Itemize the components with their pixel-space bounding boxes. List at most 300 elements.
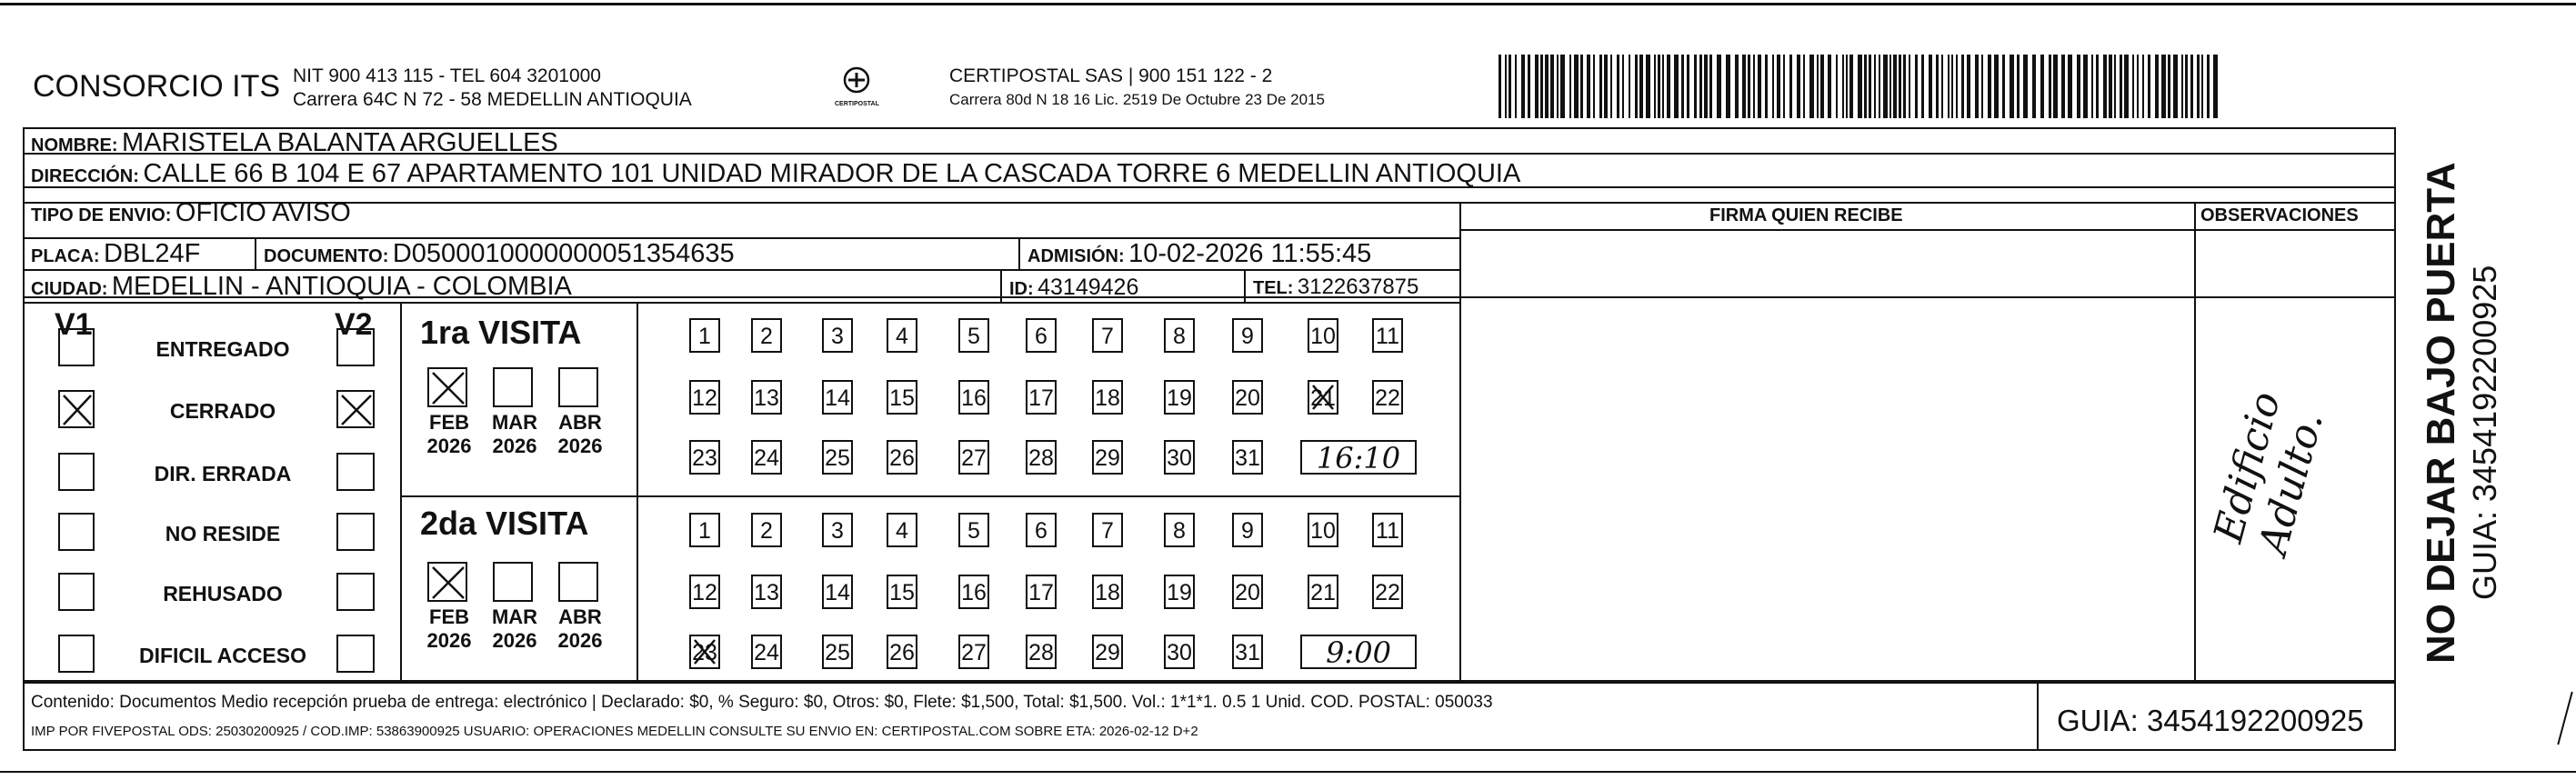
day-number: 9 [1241,518,1254,544]
day-number: 14 [825,580,850,605]
col-header-line [1459,229,2396,231]
month-name: FEB [429,411,469,434]
day-number: 23 [692,445,717,471]
day-number: 29 [1095,445,1120,471]
day-box[interactable] [751,318,782,353]
barcode-bar [1639,55,1643,118]
day-box[interactable] [1308,575,1338,609]
month-checkbox[interactable] [493,562,533,602]
barcode-bar [2155,55,2159,118]
day-box[interactable] [1026,575,1057,609]
tipo-label: TIPO DE ENVIO: [31,205,172,225]
day-number: 30 [1167,445,1192,471]
company-nit: NIT 900 413 115 - TEL 604 3201000 [293,65,601,86]
barcode-bar [2142,55,2144,118]
barcode-bar [1699,55,1702,118]
day-number: 13 [754,385,779,411]
day-number: 29 [1095,640,1120,665]
x-mark-icon [429,564,467,602]
barcode-bar [2185,55,2188,118]
barcode-bar [2148,55,2150,118]
barcode-bar [1574,55,1579,118]
month-checkbox[interactable] [558,367,598,407]
day-number: 30 [1167,640,1192,665]
visit-divider [400,495,1459,497]
nombre-label: NOMBRE: [31,135,118,155]
day-box[interactable] [1026,513,1057,547]
day-box[interactable] [887,635,917,669]
month-year: 2026 [557,629,603,652]
day-number: 18 [1095,385,1120,411]
day-box[interactable] [689,440,720,475]
barcode-bar [1610,55,1612,118]
day-number: 11 [1376,324,1399,349]
barcode-bar [1509,55,1511,118]
barcode-bar [2207,55,2210,118]
barcode-bar [2077,55,2080,118]
barcode-bar [2010,55,2014,118]
v1-checkbox[interactable] [58,635,95,673]
day-box[interactable] [1232,440,1263,475]
day-box[interactable] [1164,635,1195,669]
barcode-bar [1909,55,1910,118]
footer-divider [2037,682,2039,751]
day-box[interactable] [822,635,853,669]
barcode-bar [1820,55,1824,118]
barcode-bar [1604,55,1608,118]
v1-checkbox[interactable] [58,513,95,551]
day-box[interactable] [1092,318,1123,353]
barcode-bar [2161,55,2166,118]
barcode-bar [1936,55,1939,118]
day-box[interactable] [1372,318,1403,353]
visit1-title: 1ra VISITA [420,314,582,351]
admision-label: ADMISIÓN: [1027,246,1125,266]
v1-checkbox[interactable] [58,453,95,491]
month-label [420,605,478,653]
bottom-edge-line [0,771,2576,773]
month-year: 2026 [426,435,472,457]
day-box[interactable] [887,380,917,415]
day-box[interactable] [689,635,720,669]
barcode-bar [1849,55,1853,118]
barcode-bar [1753,55,1755,118]
barcode-bar [1899,55,1901,118]
barcode-bar [1550,55,1554,118]
day-box[interactable] [887,513,917,547]
day-number: 28 [1028,640,1054,665]
day-box[interactable] [1164,575,1195,609]
visit-time: 9:00 [1326,635,1391,670]
day-box[interactable] [689,380,720,415]
status-label: NO RESIDE [165,522,281,545]
day-box[interactable] [1092,635,1123,669]
barcode-bar [1903,55,1906,118]
day-box[interactable] [822,575,853,609]
barcode-bar [2173,55,2178,118]
day-number: 3 [831,324,844,349]
day-number: 9 [1241,324,1254,349]
tipo-value: OFICIO AVISO [175,198,351,227]
barcode-bar [2017,55,2020,118]
admision-value: 10-02-2026 11:55:45 [1128,239,1372,268]
barcode-bar [1864,55,1867,118]
day-number: 17 [1028,385,1054,411]
v1-checkbox[interactable] [58,390,95,428]
day-box[interactable] [1372,513,1403,547]
barcode-bar [1658,55,1660,118]
ciudad-label: CIUDAD: [31,279,108,299]
day-box[interactable] [1232,513,1263,547]
barcode-bar [1515,55,1517,118]
courier-name: CERTIPOSTAL SAS | 900 151 122 - 2 [949,65,1273,86]
day-box[interactable] [958,635,989,669]
barcode-bar [1951,55,1953,118]
barcode-bar [2091,55,2093,118]
nombre-value: MARISTELA BALANTA ARGUELLES [122,128,558,157]
month-label [420,411,478,458]
barcode-bar [1828,55,1831,118]
month-year: 2026 [492,629,537,652]
day-box[interactable] [1026,380,1057,415]
nombre-row [31,128,558,158]
barcode-bar [1941,55,1943,118]
month-label [486,605,544,653]
barcode-bar [1681,55,1684,118]
barcode-bar [1629,55,1630,118]
day-box[interactable] [1372,575,1403,609]
barcode-bar [1646,55,1650,118]
barcode-bar [2137,55,2139,118]
day-number: 12 [692,385,717,411]
visit-time-box[interactable] [1300,440,1417,475]
barcode-bar [1498,55,1501,118]
day-box[interactable] [1026,318,1057,353]
day-box[interactable] [751,635,782,669]
day-box[interactable] [1308,318,1338,353]
day-box[interactable] [1232,318,1263,353]
day-box[interactable] [958,513,989,547]
visit-time: 16:10 [1316,441,1401,475]
barcode-bar [1869,55,1871,118]
day-number: 11 [1376,518,1399,544]
barcode-bar [1817,55,1819,118]
day-number: 2 [760,518,773,544]
barcode-bar [1545,55,1549,118]
barcode-bar [2040,55,2044,118]
day-box[interactable] [822,380,853,415]
day-number: 16 [961,385,987,411]
tel-label: TEL: [1253,278,1294,298]
day-number: 13 [754,580,779,605]
day-box[interactable] [958,575,989,609]
barcode-bar [1929,55,1932,118]
day-box[interactable] [1372,380,1403,415]
month-checkbox[interactable] [427,562,467,602]
visit-time-box[interactable] [1300,635,1417,669]
placa-value: DBL24F [104,239,201,268]
barcode-bar [1535,55,1539,118]
status-label: CERRADO [169,399,276,423]
barcode-bar [1694,55,1697,118]
month-checkbox[interactable] [427,367,467,407]
barcode-bar [1617,55,1619,118]
day-number: 1 [698,324,711,349]
day-box[interactable] [822,318,853,353]
barcode-bar [1988,55,1991,118]
v1-checkbox[interactable] [58,328,95,366]
day-number: 16 [961,580,987,605]
id-value: 43149426 [1037,275,1139,300]
barcode-bar [2213,55,2218,118]
barcode-bar [1593,55,1595,118]
v1-label: V1 [55,307,93,342]
barcode-bar [1994,55,1999,118]
day-box[interactable] [1026,440,1057,475]
day-number: 21 [1310,385,1336,411]
day-number: 10 [1310,324,1336,349]
day-number: 25 [825,640,850,665]
barcode-bar [1967,55,1970,118]
barcode-bar [1557,55,1559,118]
month-name: MAR [491,411,538,434]
barcode-bar [1889,55,1891,118]
month-year: 2026 [557,435,603,457]
day-box[interactable] [1092,440,1123,475]
barcode-bar [1777,55,1780,118]
day-number: 15 [889,385,915,411]
month-name: ABR [558,411,602,434]
barcode-bar [1975,55,1979,118]
barcode-bar [1758,55,1761,118]
v1-checkbox[interactable] [58,573,95,611]
day-box[interactable] [822,513,853,547]
barcode-bar [1687,55,1689,118]
month-checkbox[interactable] [493,367,533,407]
barcode-bar [2032,55,2036,118]
barcode-bar [1783,55,1785,118]
day-number: 7 [1101,324,1114,349]
day-number: 19 [1167,385,1192,411]
barcode-bar [1569,55,1571,118]
day-box[interactable] [958,440,989,475]
day-number: 5 [967,324,980,349]
day-number: 6 [1035,518,1047,544]
day-box[interactable] [887,318,917,353]
visit2-title: 2da VISITA [420,505,589,542]
day-box[interactable] [751,380,782,415]
barcode-bar [1726,55,1730,118]
barcode-bar [2109,55,2112,118]
footer-guia: GUIA: 3454192200925 [2057,704,2364,737]
day-box[interactable] [689,575,720,609]
barcode-bar [2061,55,2065,118]
day-number: 4 [896,518,908,544]
barcode-bar [2190,55,2193,118]
barcode-bar [2114,55,2116,118]
day-box[interactable] [751,440,782,475]
v2-checkbox[interactable] [336,513,375,551]
barcode-bar [1858,55,1862,118]
certipostal-logo [835,65,878,113]
status-label: ENTREGADO [155,337,290,361]
barcode-bar [1981,55,1983,118]
v2-checkbox[interactable] [336,635,375,673]
v2-checkbox[interactable] [336,328,375,366]
barcode-bar [1948,55,1950,118]
status-divider [400,302,402,682]
day-number: 22 [1375,580,1400,605]
barcode-bar [1893,55,1897,118]
day-box[interactable] [1164,440,1195,475]
day-box[interactable] [1232,575,1263,609]
ciudad-value: MEDELLIN - ANTIOQUIA - COLOMBIA [111,272,572,301]
barcode-bar [2049,55,2051,118]
barcode-bar [2197,55,2200,118]
day-box[interactable] [1308,513,1338,547]
day-box[interactable] [1232,635,1263,669]
day-box[interactable] [689,318,720,353]
day-box[interactable] [689,513,720,547]
day-number: 18 [1095,580,1120,605]
top-edge-line [0,3,2576,5]
day-number: 19 [1167,580,1192,605]
barcode-bar [1587,55,1590,118]
x-mark-icon [60,392,95,428]
month-name: MAR [491,605,538,628]
day-number: 6 [1035,324,1047,349]
barcode-bar [1662,55,1664,118]
barcode-bar [1956,55,1958,118]
day-number: 7 [1101,518,1114,544]
barcode-bar [1580,55,1583,118]
barcode-bar [1842,55,1844,118]
day-number: 4 [896,324,908,349]
barcode-bar [2053,55,2058,118]
day-box[interactable] [958,380,989,415]
barcode-bar [1709,55,1712,118]
barcode-bar [1961,55,1964,118]
month-checkbox[interactable] [558,562,598,602]
day-box[interactable] [1164,513,1195,547]
x-mark-icon [429,369,467,407]
barcode-bar [1667,55,1670,118]
firma-divider [1459,202,1461,682]
barcode-bar [1915,55,1918,118]
day-box[interactable] [1164,318,1195,353]
day-box[interactable] [751,513,782,547]
day-number: 26 [889,640,915,665]
barcode-bar [1874,55,1876,118]
barcode-bar [2124,55,2129,118]
day-number: 12 [692,580,717,605]
day-number: 2 [760,324,773,349]
barcode-bar [2068,55,2072,118]
barcode-bar [2096,55,2099,118]
barcode-bar [1772,55,1774,118]
day-box[interactable] [887,575,917,609]
day-box[interactable] [887,440,917,475]
observaciones-divider [2194,202,2196,682]
day-box[interactable] [958,318,989,353]
footer-line2: IMP POR FIVEPOSTAL ODS: 25030200925 / COD.IMP: 53863900925 USUARIO: OPERACIONES MEDELLIN CONSULTE SU ENVIO EN: CERTIPOSTAL.COM SOBRE ETA: 2026-02-12 D+2 [31,724,1198,739]
barcode-bar [2120,55,2122,118]
day-number: 22 [1375,385,1400,411]
observaciones-text: Edificio Adulto. [2205,386,2333,560]
barcode-bar [1528,55,1530,118]
status-label: DIR. ERRADA [154,462,292,485]
month-label [551,411,609,458]
barcode-bar [1879,55,1880,118]
day-number: 20 [1235,385,1260,411]
barcode-bar [2103,55,2107,118]
barcode-bar [1748,55,1750,118]
barcode-bar [1735,55,1739,118]
barcode-bar [1742,55,1746,118]
day-number: 20 [1235,580,1260,605]
documento-label: DOCUMENTO: [264,246,389,266]
day-box[interactable] [1026,635,1057,669]
day-number: 26 [889,445,915,471]
barcode-bar [1789,55,1792,118]
barcode-bar [1560,55,1565,118]
barcode [1498,55,2222,118]
status-label: DIFICIL ACCESO [138,644,306,667]
day-box[interactable] [1092,380,1123,415]
day-box[interactable] [751,575,782,609]
month-year: 2026 [426,629,472,652]
barcode-bar [2132,55,2134,118]
day-box[interactable] [1164,380,1195,415]
day-number: 25 [825,445,850,471]
tel-value: 3122637875 [1297,275,1419,299]
day-number: 3 [831,518,844,544]
month-year: 2026 [492,435,537,457]
day-box[interactable] [1232,380,1263,415]
barcode-bar [1836,55,1838,118]
day-number: 14 [825,385,850,411]
id-label: ID: [1009,279,1034,299]
v2-checkbox[interactable] [336,573,375,611]
day-number: 1 [698,518,711,544]
barcode-bar [2002,55,2005,118]
day-box[interactable] [1092,575,1123,609]
firma-header: FIRMA QUIEN RECIBE [1709,205,1903,225]
day-number: 31 [1235,445,1260,471]
barcode-bar [1809,55,1814,118]
day-box[interactable] [1092,513,1123,547]
day-number: 27 [961,445,987,471]
barcode-bar [1797,55,1800,118]
barcode-bar [2023,55,2028,118]
barcode-bar [2181,55,2183,118]
barcode-bar [1765,55,1768,118]
v2-checkbox[interactable] [336,390,375,428]
day-box[interactable] [822,440,853,475]
v2-checkbox[interactable] [336,453,375,491]
right-edge-mark [2557,692,2572,745]
company-name: CONSORCIO ITS [33,69,281,104]
barcode-bar [1717,55,1721,118]
barcode-bar [1622,55,1624,118]
day-number: 17 [1028,580,1054,605]
barcode-bar [1704,55,1708,118]
side-guia: GUIA: 3454192200925 [2466,265,2503,600]
day-number: 5 [967,518,980,544]
day-box[interactable] [1308,380,1338,415]
visits-grid [23,202,2396,682]
documento-value: D0500010000000051354635 [392,239,735,268]
